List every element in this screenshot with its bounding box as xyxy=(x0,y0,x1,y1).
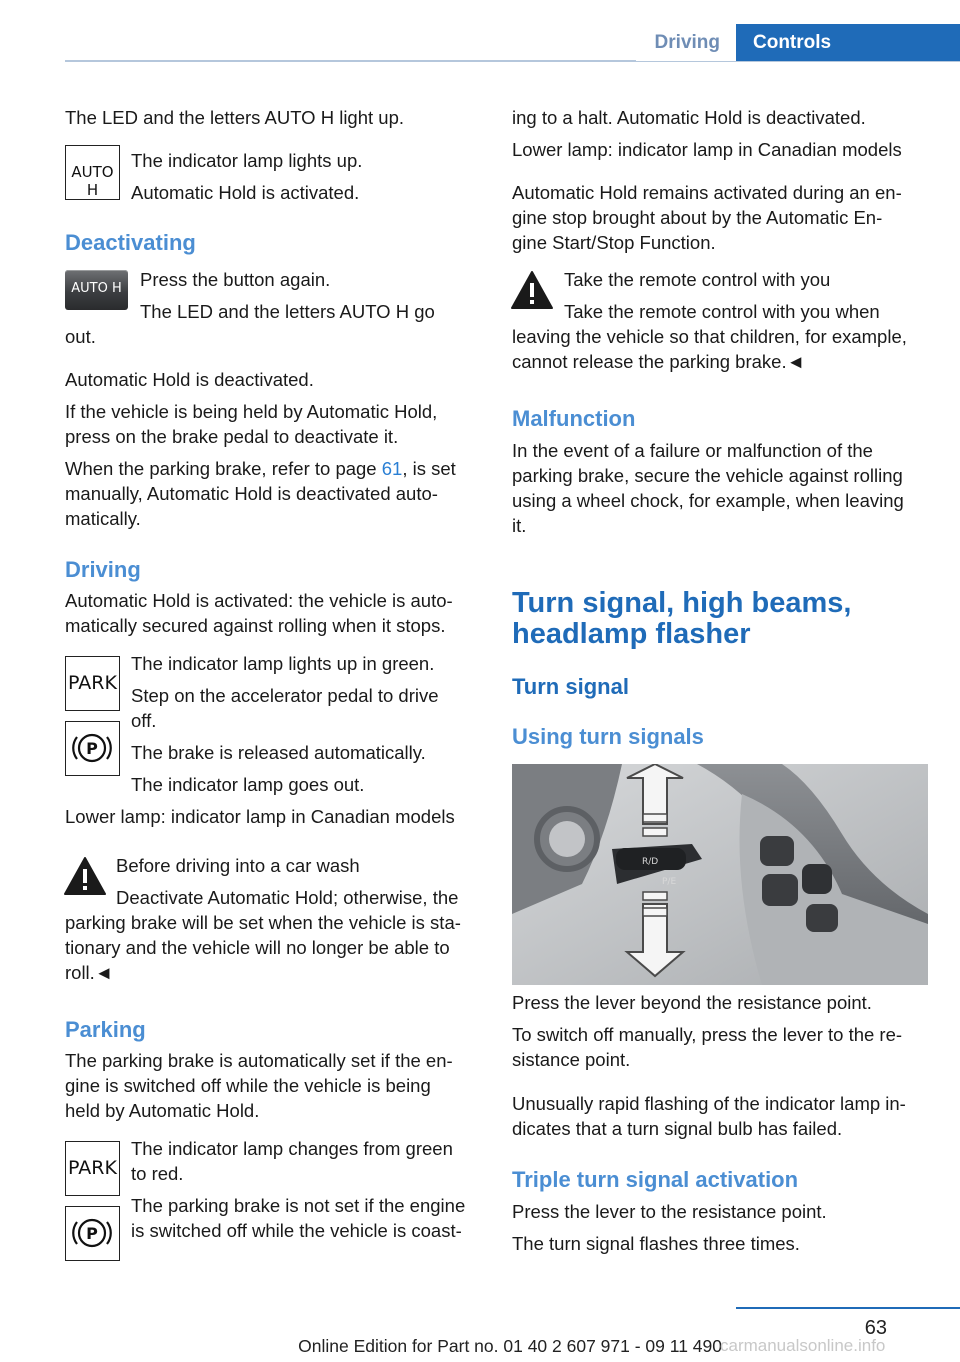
warning-text-4: roll.◄ xyxy=(65,962,114,983)
footer-edition: Online Edition for Part no. 01 40 2 607 971 - 09 11 490 xyxy=(298,1336,722,1356)
text-ref-pre: When the parking brake, refer to page xyxy=(65,458,382,479)
parking-brake-symbol-icon-2 xyxy=(66,1207,118,1259)
text-triple-2: The turn signal flashes three times. xyxy=(512,1233,800,1254)
text-led-go: The LED and the letters AUTO H go xyxy=(140,301,435,322)
parking-brake-icon-2 xyxy=(65,1206,120,1261)
turn-signal-illustration xyxy=(512,764,928,985)
text-rapid-2: dicates that a turn signal bulb has failed. xyxy=(512,1118,843,1139)
heading-parking: Parking xyxy=(65,1017,146,1042)
warning-title-car-wash: Before driving into a car wash xyxy=(116,855,360,876)
text-not-set-2: is switched off while the vehicle is coast- xyxy=(131,1220,462,1241)
text-driving-2: matically secured against rolling when it stops. xyxy=(65,615,446,636)
text-parking-1: The parking brake is automatically set if the en- xyxy=(65,1050,453,1071)
text-ref-post: , is set xyxy=(402,458,456,479)
text-parking-3: held by Automatic Hold. xyxy=(65,1100,260,1121)
warning-triangle-icon-2 xyxy=(510,270,554,310)
text-switch-off-2: sistance point. xyxy=(512,1049,631,1070)
svg-text:P: P xyxy=(86,739,98,758)
text-hold-deactivated: Automatic Hold is deactivated. xyxy=(65,369,314,390)
heading-malfunction: Malfunction xyxy=(512,406,636,431)
text-accelerator: Step on the accelerator pedal to drive xyxy=(131,685,439,706)
text-green-to-red-2: to red. xyxy=(131,1163,184,1184)
text-green-to-red-1: The indicator lamp changes from green xyxy=(131,1138,453,1159)
text-out: out. xyxy=(65,326,96,347)
svg-text:R/D: R/D xyxy=(642,857,659,867)
text-press-lever: Press the lever beyond the resistance point. xyxy=(512,992,872,1013)
text-malfunction-1: In the event of a failure or malfunction of the xyxy=(512,440,873,461)
text-released: The brake is released automatically. xyxy=(131,742,426,763)
heading-deactivating: Deactivating xyxy=(65,230,196,255)
park-indicator-icon-2 xyxy=(65,1141,120,1196)
steering-lever-illustration-icon xyxy=(512,764,928,985)
page-number: 63 xyxy=(864,1317,887,1339)
heading-turn-signal-section-2: headlamp flasher xyxy=(512,618,751,650)
heading-driving: Driving xyxy=(65,557,141,582)
text-rapid-1: Unusually rapid flashing of the indicator lamp in- xyxy=(512,1093,906,1114)
text-parking-2: gine is switched off while the vehicle is being xyxy=(65,1075,431,1096)
text-matically: matically. xyxy=(65,508,141,529)
text-not-set-1: The parking brake is not set if the engine xyxy=(131,1195,466,1216)
heading-using-turn-signals: Using turn signals xyxy=(512,724,704,749)
svg-text:P: P xyxy=(86,1224,98,1243)
text-lower-lamp: Lower lamp: indicator lamp in Canadian models xyxy=(65,806,455,827)
warning-triangle-icon xyxy=(63,856,107,896)
park-indicator-icon xyxy=(65,656,120,711)
text-parking-brake-ref xyxy=(65,456,456,481)
warning-text-3: tionary and the vehicle will no longer be able to xyxy=(65,937,450,958)
warning-text-2: parking brake will be set when the vehicle is sta- xyxy=(65,912,461,933)
warning-remote-2: leaving the vehicle so that children, for example, xyxy=(512,326,907,347)
park-icon-label-2: PARK xyxy=(68,1157,117,1179)
auto-h-indicator-icon xyxy=(65,145,120,200)
text-green: The indicator lamp lights up in green. xyxy=(131,653,435,674)
svg-text:P/E: P/E xyxy=(662,877,677,887)
warning-remote-1: Take the remote control with you when xyxy=(564,301,880,322)
text-switch-off-1: To switch off manually, press the lever to the re- xyxy=(512,1024,903,1045)
header-chapter-tab[interactable]: Controls xyxy=(736,24,960,61)
text-remains-3: gine Start/Stop Function. xyxy=(512,232,716,253)
watermark: carmanualsonline.info xyxy=(720,1336,886,1355)
heading-turn-signal: Turn signal xyxy=(512,674,629,699)
text-off: off. xyxy=(131,710,157,731)
warning-remote-3: cannot release the parking brake.◄ xyxy=(512,351,805,372)
text-halt: ing to a halt. Automatic Hold is deactivated. xyxy=(512,107,866,128)
text-press-again: Press the button again. xyxy=(140,269,331,290)
text-vehicle-held-1: If the vehicle is being held by Automatic Hold, xyxy=(65,401,438,422)
page-link-61[interactable]: 61 xyxy=(381,458,403,479)
warning-title-remote: Take the remote control with you xyxy=(564,269,831,290)
footer-rule xyxy=(736,1307,960,1309)
text-remains-2: gine stop brought about by the Automatic En- xyxy=(512,207,883,228)
heading-triple-turn: Triple turn signal activation xyxy=(512,1167,799,1192)
text-malfunction-4: it. xyxy=(512,515,527,536)
text-remains-1: Automatic Hold remains activated during an en- xyxy=(512,182,902,203)
parking-brake-icon xyxy=(65,721,120,776)
text-manually: manually, Automatic Hold is deactivated auto- xyxy=(65,483,438,504)
auto-h-button-label: AUTO H xyxy=(71,281,122,296)
text-triple-1: Press the lever to the resistance point. xyxy=(512,1201,827,1222)
text-lamp-lights-up: The indicator lamp lights up. xyxy=(131,150,363,171)
text-vehicle-held-2: press on the brake pedal to deactivate it. xyxy=(65,426,399,447)
text-malfunction-3: using a wheel chock, for example, when leaving xyxy=(512,490,904,511)
text-hold-activated: Automatic Hold is activated. xyxy=(131,182,360,203)
text-driving-1: Automatic Hold is activated: the vehicle is auto- xyxy=(65,590,453,611)
heading-turn-signal-section-1: Turn signal, high beams, xyxy=(512,587,852,619)
text-lower-lamp-right: Lower lamp: indicator lamp in Canadian models xyxy=(512,139,902,160)
paragraph-led: The LED and the letters AUTO H light up. xyxy=(65,107,404,128)
header-section-tab[interactable]: Driving xyxy=(636,24,736,61)
text-malfunction-2: parking brake, secure the vehicle against rolling xyxy=(512,465,903,486)
parking-brake-symbol-icon xyxy=(66,722,118,774)
park-icon-label: PARK xyxy=(68,672,117,694)
auto-h-button-icon xyxy=(65,270,128,310)
text-goes-out: The indicator lamp goes out. xyxy=(131,774,365,795)
warning-text-1: Deactivate Automatic Hold; otherwise, the xyxy=(116,887,459,908)
auto-h-icon-label: AUTO H xyxy=(71,163,114,199)
